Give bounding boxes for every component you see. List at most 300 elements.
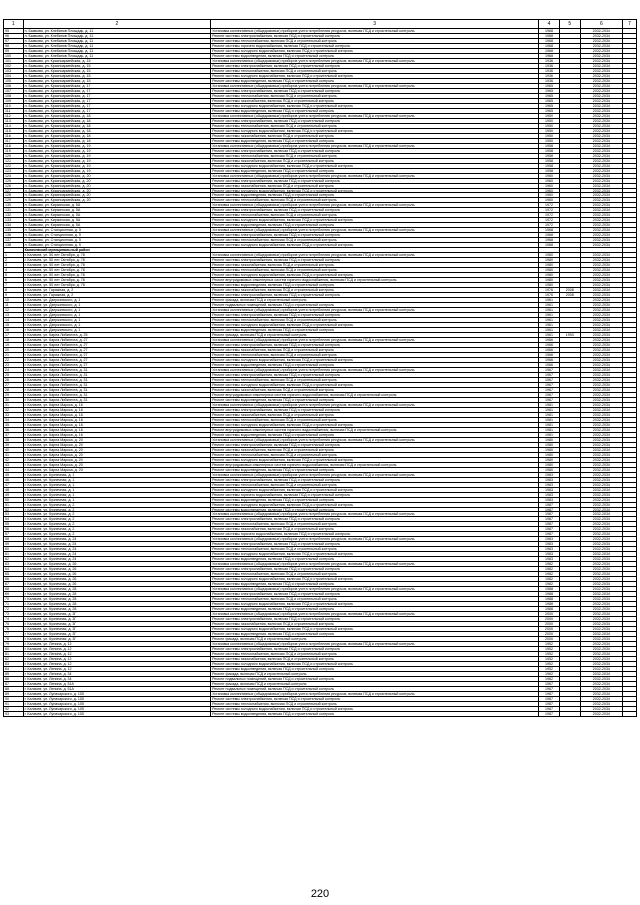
row-number: 35 xyxy=(4,422,24,427)
planned-period-cell: 2032-2034 xyxy=(580,497,623,502)
work-type-cell: Ремонт системы теплоснабжения, включая ПСД и строительный контроль xyxy=(211,547,539,552)
build-year-cell: 1965 xyxy=(539,98,560,103)
address-cell: п. Бывково, ул. Кирзинская, д. 5А xyxy=(23,208,211,213)
build-year-cell: 1966 xyxy=(539,357,560,362)
build-year-cell: 1981 xyxy=(539,432,560,437)
planned-period-cell: 2032-2034 xyxy=(580,657,623,662)
address-cell: п. Бывково, ул. Красноармейская, д. 17 xyxy=(23,108,211,113)
address-cell: п. Бывково, ул. Красноармейская, д. 18 xyxy=(23,138,211,143)
work-type-cell: Ремонт системы холодного водоснабжения, включая ПСД и строительный контроль xyxy=(211,662,539,667)
row-number: 6 xyxy=(4,278,24,283)
address-cell: г. Калачев, ул. Ленина, д. 12 xyxy=(23,667,211,672)
row-number: 122 xyxy=(4,163,24,168)
address-cell: г. Калачев, ул. Карла Либкнехта, д. 27 xyxy=(23,343,211,348)
address-cell: г. Калачев, ул. Кузнечная, д. 28 xyxy=(23,607,211,612)
address-cell: г. Калачев, ул. Ленина, д. 12 xyxy=(23,647,211,652)
row-number: 39 xyxy=(4,442,24,447)
work-type-cell: Ремонт внутридомовых инженерных систем горячего водоснабжения, включая ПСД и строительный контроль xyxy=(211,278,539,283)
planned-period-cell: 2032-2034 xyxy=(580,168,623,173)
work-type-cell: Установка коллективных (общедомовых) приборов учета потребления ресурсов, включая ПСД и строительный контроль xyxy=(211,308,539,313)
planned-period-cell: 2032-2034 xyxy=(580,198,623,203)
planned-period-cell: 2032-2034 xyxy=(580,298,623,303)
row-number: 131 xyxy=(4,208,24,213)
work-type-cell: Ремонт системы холодного водоснабжения, включая ПСД и строительный контроль xyxy=(211,273,539,278)
row-number: 117 xyxy=(4,138,24,143)
planned-period-cell: 2032-2034 xyxy=(580,357,623,362)
planned-period-cell: 2032-2034 xyxy=(580,597,623,602)
build-year-cell: 1980 xyxy=(539,278,560,283)
address-cell: п. Бывково, ул. Кирзинская, д. 5А xyxy=(23,203,211,208)
work-type-cell: Ремонт системы холодного водоснабжения, включая ПСД и строительный контроль xyxy=(211,382,539,387)
address-cell: п. Бывково, ул. Красноармейская, д. 20 xyxy=(23,193,211,198)
address-cell: п. Бывково, ул. Красноармейская, д. 17 xyxy=(23,103,211,108)
row-number: 46 xyxy=(4,477,24,482)
row-number: 19 xyxy=(4,343,24,348)
work-type-cell: Ремонт системы водоотведения, включая ПСД и строительный контроль xyxy=(211,223,539,228)
build-year-cell: 1958 xyxy=(539,153,560,158)
planned-period-cell: 2032-2034 xyxy=(580,328,623,333)
address-cell: г. Калачев, ул. Дзержинского, д. 1 xyxy=(23,323,211,328)
planned-period-cell: 2032-2034 xyxy=(580,208,623,213)
row-number: 112 xyxy=(4,113,24,118)
planned-period-cell: 2032-2034 xyxy=(580,562,623,567)
planned-period-cell: 2032-2034 xyxy=(580,482,623,487)
planned-period-cell: 2032-2034 xyxy=(580,293,623,298)
address-cell: п. Бывково, ул. Красноармейская, д. 15 xyxy=(23,68,211,73)
build-year-cell: 1972 xyxy=(539,218,560,223)
address-cell: г. Калачев, ул. Дзержинского, д. 1 xyxy=(23,328,211,333)
header-cell: 7 xyxy=(623,20,637,29)
build-year-cell: 1980 xyxy=(539,273,560,278)
planned-period-cell: 2032-2034 xyxy=(580,382,623,387)
row-number: 105 xyxy=(4,78,24,83)
address-cell: п. Бывково, ул. Станционная, д. 5 xyxy=(23,233,211,238)
planned-period-cell: 2032-2034 xyxy=(580,572,623,577)
row-number: 115 xyxy=(4,128,24,133)
row-number: 108 xyxy=(4,93,24,98)
address-cell: п. Бывково, ул. Красноармейская, д. 20 xyxy=(23,173,211,178)
address-cell: п. Бывково, ул. Красноармейская, д. 20 xyxy=(23,183,211,188)
address-cell: г. Калачев, ул. 50 лет Октября, д. 78 xyxy=(23,268,211,273)
work-type-cell: Ремонт системы газоснабжения, включая ПСД и строительный контроль xyxy=(211,348,539,353)
row-number: 47 xyxy=(4,482,24,487)
address-cell: г. Калачев, ул. Кузнечная, д. 28 xyxy=(23,597,211,602)
build-year-cell: 1952 xyxy=(539,652,560,657)
row-number: 110 xyxy=(4,103,24,108)
address-cell: г. Калачев, ул. Дзержинского, д. 1 xyxy=(23,303,211,308)
work-type-cell: Ремонт системы теплоснабжения, включая ПСД и строительный контроль xyxy=(211,482,539,487)
work-type-cell: Установка коллективных (общедомовых) приборов учета потребления ресурсов, включая ПСД и строительный контроль xyxy=(211,338,539,343)
planned-period-cell: 2032-2034 xyxy=(580,681,623,686)
address-cell: г. Калачев, ул. 50 лет Октября, д. 78 xyxy=(23,253,211,258)
work-type-cell: Ремонт системы электроснабжения, включая ПСД и строительный контроль xyxy=(211,233,539,238)
planned-period-cell: 2032-2034 xyxy=(580,288,623,293)
row-number: 32 xyxy=(4,407,24,412)
build-year-cell: 1983 xyxy=(539,547,560,552)
row-number: 125 xyxy=(4,178,24,183)
planned-period-cell: 2032-2034 xyxy=(580,308,623,313)
build-year-cell: 1968 xyxy=(539,48,560,53)
planned-period-cell: 2032-2034 xyxy=(580,507,623,512)
row-number: 102 xyxy=(4,63,24,68)
address-cell: г. Калачев, ул. Луначарского, д. 105 xyxy=(23,701,211,706)
address-cell: г. Калачев, ул. Карла Маркса, д. 20 xyxy=(23,457,211,462)
planned-period-cell: 2032-2034 xyxy=(580,617,623,622)
build-year-cell: 1936 xyxy=(539,68,560,73)
header-cell: 3 xyxy=(211,20,539,29)
address-cell: п. Бывково, ул. Красноармейская, д. 19 xyxy=(23,153,211,158)
work-type-cell: Ремонт системы водоотведения, включая ПСД и строительный контроль xyxy=(211,497,539,502)
work-type-cell: Ремонт системы газоснабжения, включая ПСД и строительный контроль xyxy=(211,527,539,532)
address-cell: г. Калачев, ул. Кузнечная, д. 2 xyxy=(23,522,211,527)
row-number: 124 xyxy=(4,173,24,178)
work-type-cell: Ремонт системы электроснабжения, включая ПСД и строительный контроль xyxy=(211,178,539,183)
build-year-cell: 1980 xyxy=(539,437,560,442)
work-type-cell: Ремонт системы водоотведения, включая ПСД и строительный контроль xyxy=(211,78,539,83)
work-type-cell: Ремонт системы водоотведения, включая ПСД и строительный контроль xyxy=(211,607,539,612)
address-cell: г. Калачев, ул. Карла Либкнехта, д. 27 xyxy=(23,348,211,353)
build-year-cell: 1967 xyxy=(539,372,560,377)
row-number: 24 xyxy=(4,367,24,372)
address-cell: г. Калачев, ул. Луначарского, д. 105 xyxy=(23,706,211,711)
address-cell: г. Калачев, ул. 50 лет Октября, д. 78 xyxy=(23,258,211,263)
row-number: 67 xyxy=(4,582,24,587)
planned-period-cell: 2032-2034 xyxy=(580,38,623,43)
work-type-cell: Ремонт системы газоснабжения, включая ПСД и строительный контроль xyxy=(211,622,539,627)
address-cell: п. Бывково, ул. Красноармейская, д. 19 xyxy=(23,143,211,148)
work-type-cell: Установка коллективных (общедомовых) приборов учета потребления ресурсов, включая ПСД и строительный контроль xyxy=(211,691,539,696)
address-cell: г. Калачев, ул. Кузнечная, д. 1 xyxy=(23,497,211,502)
work-type-cell: Установка коллективных (общедомовых) приборов учета потребления ресурсов, включая ПСД и строительный контроль xyxy=(211,83,539,88)
planned-period-cell: 2032-2034 xyxy=(580,367,623,372)
planned-period-cell: 2032-2034 xyxy=(580,487,623,492)
row-number: 98 xyxy=(4,43,24,48)
planned-period-cell: 2032-2034 xyxy=(580,188,623,193)
address-cell: г. Калачев, ул. Дзержинского, д. 1 xyxy=(23,308,211,313)
planned-period-cell: 2032-2034 xyxy=(580,88,623,93)
work-type-cell: Ремонт системы газоснабжения, включая ПСД и строительный контроль xyxy=(211,288,539,293)
address-cell: п. Бывково, ул. Красноармейская, д. 15 xyxy=(23,58,211,63)
address-cell: г. Калачев, ул. Кузнечная, д. 3Г xyxy=(23,632,211,637)
build-year-cell: 1950 xyxy=(539,138,560,143)
address-cell: п. Бывково, ул. Красноармейская, д. 18 xyxy=(23,128,211,133)
build-year-cell: 1981 xyxy=(539,427,560,432)
address-cell: г. Калачев, ул. Кузнечная, д. 1 xyxy=(23,492,211,497)
build-year-cell: 1981 xyxy=(539,412,560,417)
planned-period-cell: 2032-2034 xyxy=(580,706,623,711)
planned-period-cell: 2032-2034 xyxy=(580,303,623,308)
build-year-cell: 1952 xyxy=(539,662,560,667)
work-type-cell: Ремонт системы холодного водоснабжения, включая ПСД и строительный контроль xyxy=(211,73,539,78)
work-type-cell: Ремонт системы холодного водоснабжения, включая ПСД и строительный контроль xyxy=(211,552,539,557)
work-type-cell: Ремонт системы электроснабжения, включая ПСД и строительный контроль xyxy=(211,442,539,447)
planned-period-cell: 2032-2034 xyxy=(580,447,623,452)
planned-period-cell: 2032-2034 xyxy=(580,542,623,547)
build-year-cell: 1980 xyxy=(539,467,560,472)
planned-period-cell: 2032-2034 xyxy=(580,33,623,38)
work-type-cell: Ремонт системы теплоснабжения, включая ПСД и строительный контроль xyxy=(211,352,539,357)
row-number: 1 xyxy=(4,253,24,258)
planned-period-cell: 2032-2034 xyxy=(580,397,623,402)
planned-period-cell: 2032-2034 xyxy=(580,183,623,188)
planned-period-cell: 2032-2034 xyxy=(580,343,623,348)
address-cell: п. Бывково, ул. Красноармейская, д. 15 xyxy=(23,73,211,78)
address-cell: п. Бывково, ул. Станционная, д. 5 xyxy=(23,228,211,233)
planned-period-cell: 2032-2034 xyxy=(580,63,623,68)
work-type-cell: Ремонт внутридомовых инженерных систем горячего водоснабжения, включая ПСД и строительный контроль xyxy=(211,462,539,467)
build-year-cell: 1987 xyxy=(539,701,560,706)
address-cell: г. Калачев, ул. Карла Либкнехта, д. 31 xyxy=(23,372,211,377)
row-number: 66 xyxy=(4,577,24,582)
work-type-cell: Установка коллективных (общедомовых) приборов учета потребления ресурсов, включая ПСД и строительный контроль xyxy=(211,58,539,63)
address-cell: г. Калачев, ул. Кузнечная, д. 3Г xyxy=(23,612,211,617)
address-cell: п. Бывково, ул. Красноармейская, д. 15 xyxy=(23,63,211,68)
row-number: 123 xyxy=(4,168,24,173)
row-number: 82 xyxy=(4,657,24,662)
build-year-cell: 1976 xyxy=(539,288,560,293)
table-header-row xyxy=(4,20,637,29)
build-year-cell: 1958 xyxy=(539,143,560,148)
work-type-cell: Ремонт системы теплоснабжения, включая ПСД и строительный контроль xyxy=(211,572,539,577)
work-type-cell: Ремонт фасада, включая ПСД и строительный контроль xyxy=(211,681,539,686)
planned-period-cell: 2032-2034 xyxy=(580,173,623,178)
address-cell: п. Бывково, ул. Красноармейская, д. 17 xyxy=(23,98,211,103)
work-type-cell: Ремонт системы электроснабжения, включая ПСД и строительный контроль xyxy=(211,258,539,263)
row-number: 64 xyxy=(4,567,24,572)
row-number: 113 xyxy=(4,118,24,123)
address-cell: г. Калачев, ул. Кузнечная, д. 28 xyxy=(23,587,211,592)
work-type-cell: Ремонт фасада, включая ПСД и строительный контроль xyxy=(211,671,539,676)
work-type-cell: Ремонт системы холодного водоснабжения, включая ПСД и строительный контроль xyxy=(211,128,539,133)
address-cell: г. Калачев, ул. Карла Либкнехта, д. 31 xyxy=(23,397,211,402)
work-type-cell: Ремонт системы теплоснабжения, включая ПСД и строительный контроль xyxy=(211,153,539,158)
row-number: 11 xyxy=(4,303,24,308)
work-type-cell: Ремонт системы холодного водоснабжения, включая ПСД и строительный контроль xyxy=(211,243,539,248)
address-cell: п. Бывково, ул. Кирзинская, д. 5А xyxy=(23,213,211,218)
build-year-cell: 1980 xyxy=(539,263,560,268)
row-number: 71 xyxy=(4,602,24,607)
address-cell: г. Калачев, ул. Кузнечная, д. 26 xyxy=(23,567,211,572)
build-year-cell: 1966 xyxy=(539,352,560,357)
planned-period-cell: 2032-2034 xyxy=(580,138,623,143)
row-number: 86 xyxy=(4,676,24,681)
work-type-cell: Ремонт системы водоотведения, включая ПСД и строительный контроль xyxy=(211,557,539,562)
work-type-cell: Ремонт системы водоотведения, включая ПСД и строительный контроль xyxy=(211,711,539,716)
address-cell: г. Калачев, ул. Кузнечная, д. 26 xyxy=(23,577,211,582)
planned-period-cell: 2032-2034 xyxy=(580,711,623,716)
header-cell: 2 xyxy=(23,20,211,29)
work-type-cell: Ремонт системы водоотведения, включая ПСД и строительный контроль xyxy=(211,138,539,143)
planned-period-cell: 2032-2034 xyxy=(580,268,623,273)
planned-period-cell: 2032-2034 xyxy=(580,323,623,328)
work-type-cell: Ремонт системы электроснабжения, включая ПСД и строительный контроль xyxy=(211,372,539,377)
work-type-cell: Ремонт системы теплоснабжения, включая ПСД и строительный контроль xyxy=(211,597,539,602)
build-year-cell: 1960 xyxy=(539,173,560,178)
planned-period-cell: 2032-2034 xyxy=(580,432,623,437)
planned-period-cell: 2032-2034 xyxy=(580,592,623,597)
build-year-cell: 1987 xyxy=(539,517,560,522)
build-year-cell: 1958 xyxy=(539,168,560,173)
build-year-cell: 1987 xyxy=(539,706,560,711)
address-cell: п. Бывково, ул. Красноармейская, д. 19 xyxy=(23,168,211,173)
row-number: 44 xyxy=(4,467,24,472)
work-type-cell: Ремонт системы электроснабжения, включая ПСД и строительный контроль xyxy=(211,567,539,572)
work-type-cell: Установка коллективных (общедомовых) приборов учета потребления ресурсов, включая ПСД и строительный контроль xyxy=(211,367,539,372)
build-year-cell: 1965 xyxy=(539,103,560,108)
build-year-cell: 1980 xyxy=(539,253,560,258)
address-cell: г. Калачев, ул. Кузнечная, д. 26 xyxy=(23,572,211,577)
build-year-cell: 1967 xyxy=(539,377,560,382)
address-cell: г. Калачев, ул. Гаражная, д. 2 xyxy=(23,293,211,298)
planned-period-cell: 2032-2034 xyxy=(580,193,623,198)
planned-period-cell: 2032-2034 xyxy=(580,93,623,98)
address-cell: г. Калачев, ул. Кузнечная, д. 28 xyxy=(23,592,211,597)
work-type-cell: Ремонт системы водоотведения, включая ПСД и строительный контроль xyxy=(211,467,539,472)
address-cell: п. Бывково, ул. Кирзинская, д. 5А xyxy=(23,223,211,228)
work-type-cell: Ремонт подвальных помещений, включая ПСД и строительный контроль xyxy=(211,686,539,691)
planned-period-cell: 2032-2034 xyxy=(580,567,623,572)
planned-period-cell: 2032-2034 xyxy=(580,313,623,318)
row-number: 93 xyxy=(4,711,24,716)
planned-period-cell: 2032-2034 xyxy=(580,48,623,53)
address-cell: г. Калачев, ул. Луначарского, д. 105 xyxy=(23,696,211,701)
row-number: 41 xyxy=(4,452,24,457)
build-year-cell: 1968 xyxy=(539,38,560,43)
row-number: 133 xyxy=(4,218,24,223)
address-cell: г. Калачев, ул. Кузнечная, д. 1 xyxy=(23,482,211,487)
build-year-cell: 1966 xyxy=(539,343,560,348)
row-number: 40 xyxy=(4,447,24,452)
build-year-cell: 1961 xyxy=(539,298,560,303)
work-type-cell: Ремонт системы электроснабжения, включая ПСД и строительный контроль xyxy=(211,647,539,652)
address-cell: г. Калачев, ул. Кузнечная, д. 24 xyxy=(23,557,211,562)
work-type-cell: Ремонт системы теплоснабжения, включая ПСД и строительный контроль xyxy=(211,213,539,218)
build-year-cell: 1980 xyxy=(539,283,560,288)
work-type-cell: Ремонт системы водоотведения, включая ПСД и строительный контроль xyxy=(211,193,539,198)
work-type-cell: Ремонт системы электроснабжения, включая ПСД и строительный контроль xyxy=(211,208,539,213)
address-cell: г. Калачев, ул. Карла Либкнехта, д. 31 xyxy=(23,387,211,392)
address-cell: г. Калачев, ул. 50 лет Октября, д. 78 xyxy=(23,283,211,288)
planned-period-cell: 2032-2034 xyxy=(580,442,623,447)
planned-period-cell: 2032-2034 xyxy=(580,243,623,248)
work-type-cell: Ремонт системы теплоснабжения, включая ПСД и строительный контроль xyxy=(211,68,539,73)
work-type-cell: Ремонт системы электроснабжения, включая ПСД и строительный контроль xyxy=(211,542,539,547)
planned-period-cell: 2032-2034 xyxy=(580,362,623,367)
address-cell: п. Бывково, ул. Красноармейская, д. 18 xyxy=(23,113,211,118)
planned-period-cell: 2032-2034 xyxy=(580,178,623,183)
build-year-cell: 1972 xyxy=(539,203,560,208)
work-type-cell: Ремонт системы холодного водоснабжения, включая ПСД и строительный контроль xyxy=(211,48,539,53)
address-cell: г. Калачев, ул. Кузнечная, д. 26 xyxy=(23,582,211,587)
row-number: 135 xyxy=(4,228,24,233)
row-number: 77 xyxy=(4,632,24,637)
planned-period-cell: 2032-2034 xyxy=(580,637,623,642)
work-type-cell: Ремонт системы теплоснабжения, включая ПСД и строительный контроль xyxy=(211,652,539,657)
row-number: 128 xyxy=(4,193,24,198)
work-type-cell: Установка коллективных (общедомовых) приборов учета потребления ресурсов, включая ПСД и строительный контроль xyxy=(211,203,539,208)
build-year-cell: 2000 xyxy=(539,617,560,622)
address-cell: п. Бывково, ул. Станционная, д. 5 xyxy=(23,238,211,243)
planned-period-cell: 2032-2034 xyxy=(580,422,623,427)
build-year-cell: 1980 xyxy=(539,462,560,467)
build-year-cell: 1952 xyxy=(539,642,560,647)
planned-period-cell: 2032-2034 xyxy=(580,691,623,696)
work-type-cell: Ремонт системы водоотведения, включая ПСД и строительный контроль xyxy=(211,283,539,288)
build-year-cell: 1966 xyxy=(539,362,560,367)
row-number: 60 xyxy=(4,547,24,552)
build-year-cell: 1965 xyxy=(539,88,560,93)
row-number: 33 xyxy=(4,412,24,417)
planned-period-cell: 2032-2034 xyxy=(580,118,623,123)
work-type-cell: Ремонт системы электроснабжения, включая ПСД и строительный контроль xyxy=(211,617,539,622)
work-type-cell: Установка коллективных (общедомовых) приборов учета потребления ресурсов, включая ПСД и строительный контроль xyxy=(211,537,539,542)
work-type-cell: Ремонт системы водоотведения, включая ПСД и строительный контроль xyxy=(211,667,539,672)
address-cell: г. Калачев, ул. Кузнечная, д. 2 xyxy=(23,507,211,512)
row-number: 130 xyxy=(4,203,24,208)
address-cell: г. Калачев, ул. Кузнечная, д. 2 xyxy=(23,502,211,507)
works-register-table xyxy=(3,19,637,717)
row-number: 89 xyxy=(4,691,24,696)
planned-period-cell: 2032-2034 xyxy=(580,43,623,48)
work-type-cell: Ремонт системы газоснабжения, включая ПСД и строительный контроль xyxy=(211,183,539,188)
planned-period-cell: 2032-2034 xyxy=(580,402,623,407)
build-year-cell: 1967 xyxy=(539,387,560,392)
row-number: 120 xyxy=(4,153,24,158)
row-number: 134 xyxy=(4,223,24,228)
build-year-cell: 1983 xyxy=(539,542,560,547)
address-cell: п. Бывково, ул. Красноармейская, д. 20 xyxy=(23,188,211,193)
planned-period-cell: 2032-2034 xyxy=(580,333,623,338)
address-cell: п. Бывково, ул. Клебанов Площадь, д. 11 xyxy=(23,53,211,58)
work-type-cell: Ремонт внутридомовых инженерных систем горячего водоснабжения, включая ПСД и строительный контроль xyxy=(211,427,539,432)
planned-period-cell: 2032-2034 xyxy=(580,467,623,472)
row-number: 76 xyxy=(4,627,24,632)
work-type-cell: Ремонт системы теплоснабжения, включая ПСД и строительный контроль xyxy=(211,377,539,382)
row-number: 97 xyxy=(4,38,24,43)
work-type-cell: Ремонт системы газоснабжения, включая ПСД и строительный контроль xyxy=(211,158,539,163)
work-type-cell: Ремонт системы теплоснабжения, включая ПСД и строительный контроль xyxy=(211,198,539,203)
build-year-cell: 1968 xyxy=(539,53,560,58)
build-year-cell: 1962 xyxy=(539,676,560,681)
planned-period-cell: 2032-2034 xyxy=(580,537,623,542)
row-number: 10 xyxy=(4,298,24,303)
work-type-cell: Ремонт системы теплоснабжения, включая ПСД и строительный контроль xyxy=(211,522,539,527)
planned-period-cell: 2032-2034 xyxy=(580,123,623,128)
work-type-cell: Ремонт системы холодного водоснабжения, включая ПСД и строительный контроль xyxy=(211,706,539,711)
work-type-cell: Ремонт системы газоснабжения, включая ПСД и строительный контроль xyxy=(211,263,539,268)
planned-period-cell: 2032-2034 xyxy=(580,283,623,288)
build-year-cell: 1968 xyxy=(539,243,560,248)
planned-period-cell: 2032-2034 xyxy=(580,517,623,522)
address-cell: г. Калачев, ул. Ленина, д. 51А xyxy=(23,681,211,686)
build-year-cell: 1968 xyxy=(539,43,560,48)
build-year-cell: 1960 xyxy=(539,198,560,203)
build-year-cell: 1987 xyxy=(539,522,560,527)
row-number: 27 xyxy=(4,382,24,387)
address-cell: г. Калачев, ул. Кузнечная, д. 3Г xyxy=(23,622,211,627)
build-year-cell: 1983 xyxy=(539,477,560,482)
build-year-cell: 1952 xyxy=(539,667,560,672)
build-year-cell: 1960 xyxy=(539,188,560,193)
planned-period-cell: 2032-2034 xyxy=(580,73,623,78)
work-type-cell: Ремонт системы теплоснабжения, включая ПСД и строительный контроль xyxy=(211,417,539,422)
planned-period-cell: 2032-2034 xyxy=(580,273,623,278)
build-year-cell: 1961 xyxy=(539,328,560,333)
build-year-cell: 1980 xyxy=(539,447,560,452)
planned-period-cell: 2032-2034 xyxy=(580,427,623,432)
build-year-cell: 1982 xyxy=(539,572,560,577)
build-year-cell: 1966 xyxy=(539,338,560,343)
